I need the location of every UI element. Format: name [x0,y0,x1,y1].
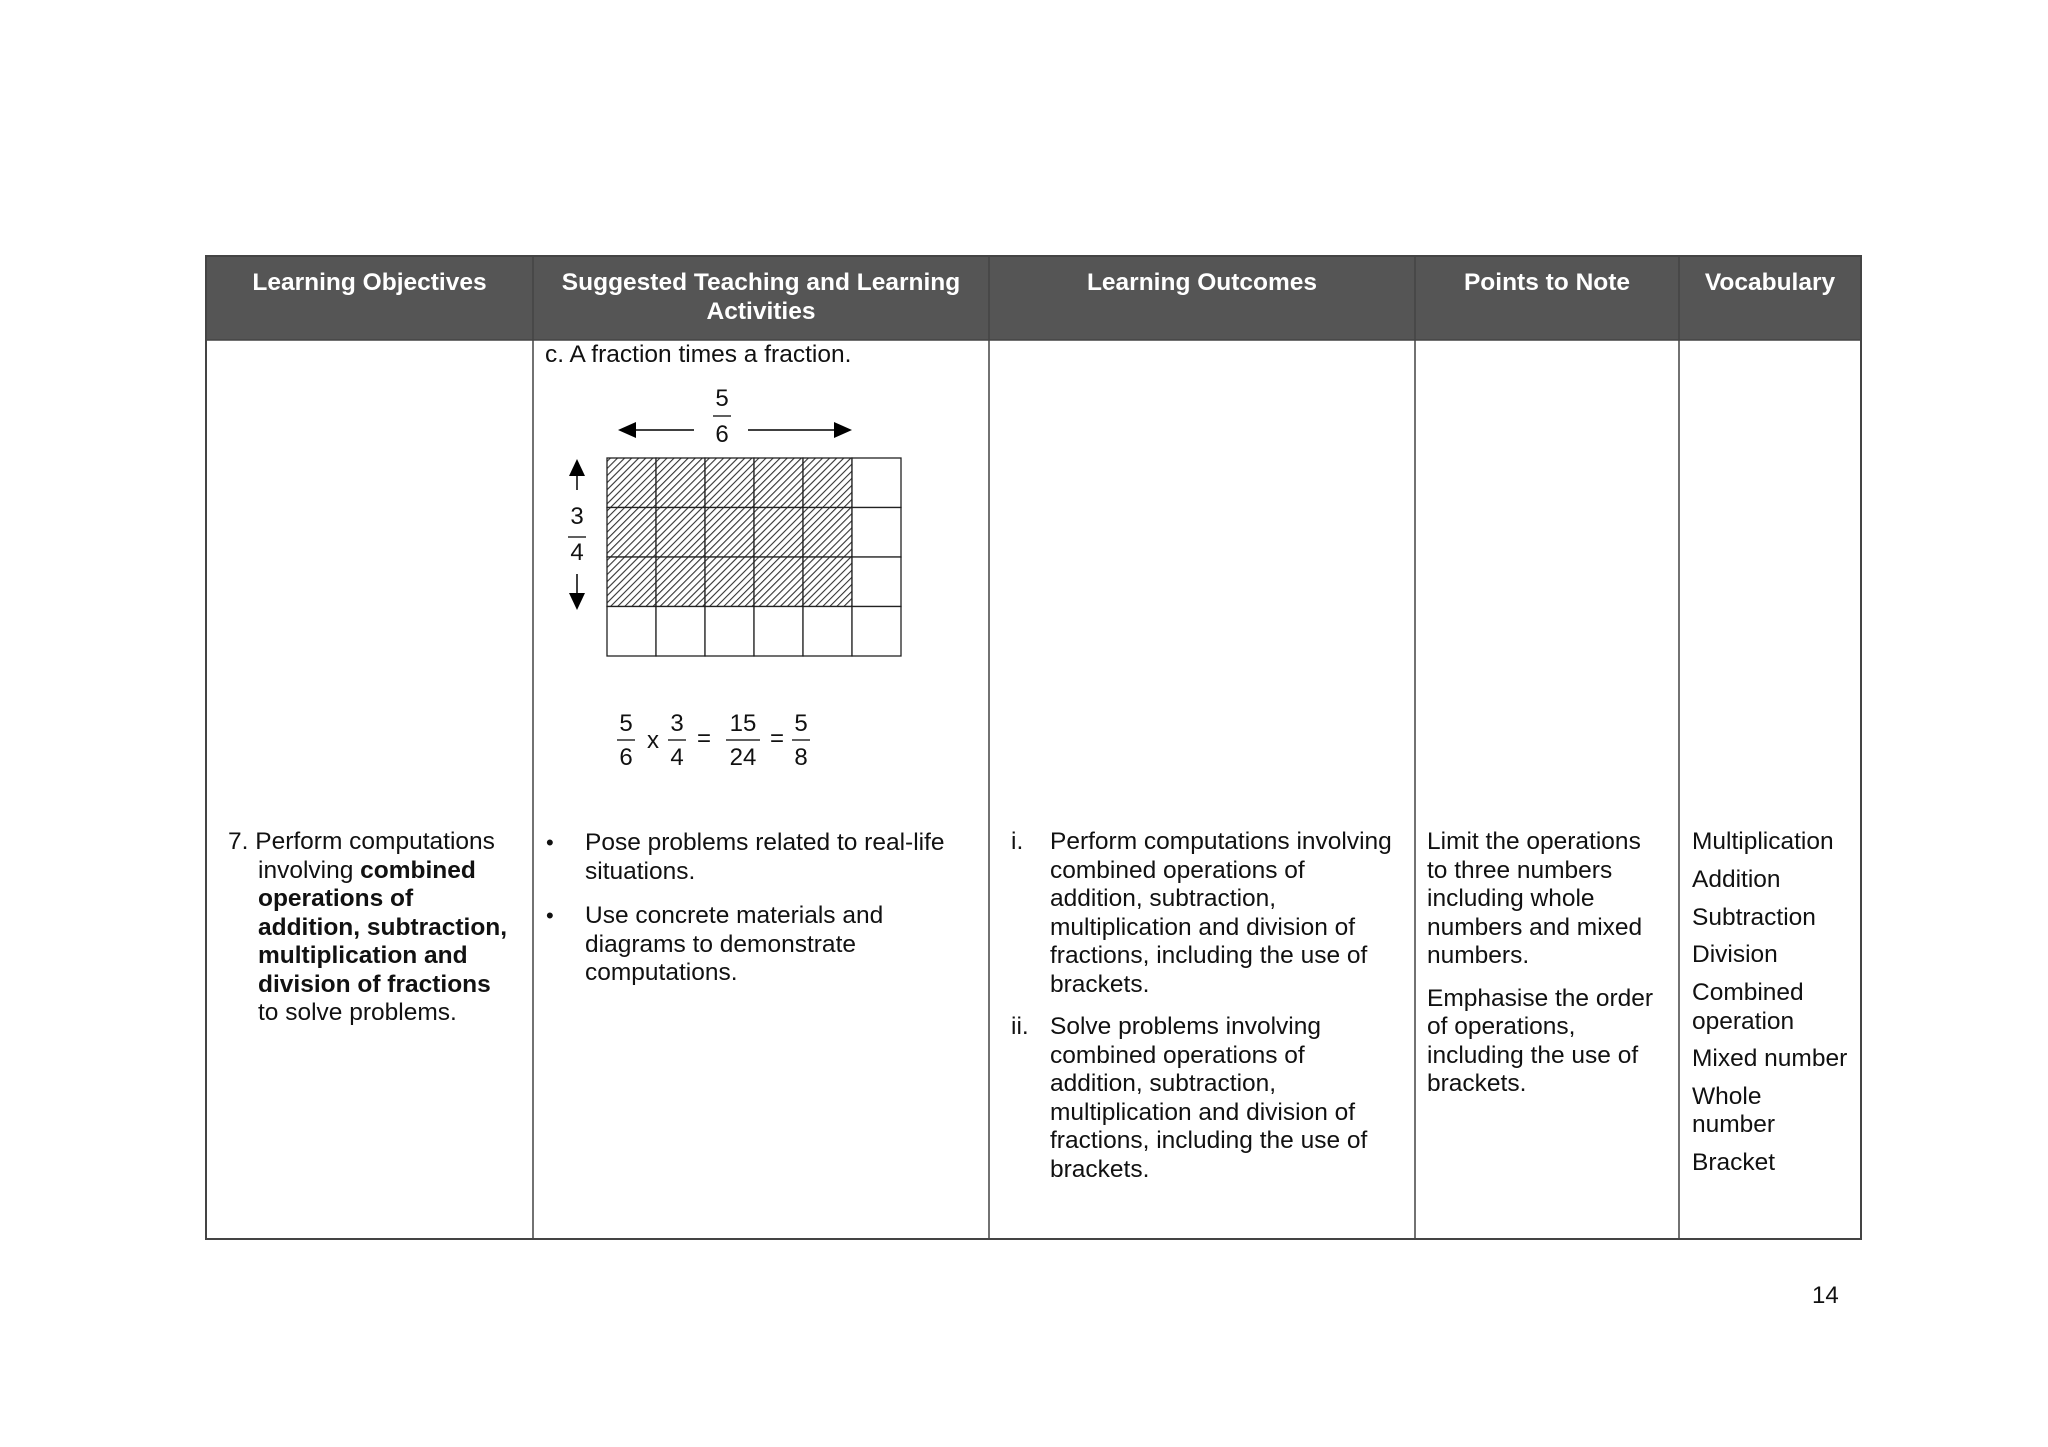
points-line: of operations, [1427,1013,1576,1040]
equation-times-sign: x [647,727,659,754]
grid-cell [607,607,656,657]
objective-line: addition, subtraction, [258,914,508,941]
header-points-to-note: Points to Note [1463,269,1631,296]
grid-cell [852,458,901,508]
equation-f2-numerator: 3 [670,710,684,737]
points-line: numbers and mixed [1427,914,1643,941]
grid-cell [705,607,754,657]
vocabulary-term: Bracket [1692,1149,1776,1176]
top-fraction-denominator: 6 [715,421,729,448]
equation-f1-numerator: 5 [619,710,633,737]
activity-line: diagrams to demonstrate [585,931,856,958]
outcome-line: multiplication and division of [1050,1099,1356,1126]
vocabulary-term: Multiplication [1692,828,1834,855]
side-fraction-numerator: 3 [570,503,584,530]
points-line: including the use of [1427,1042,1639,1069]
outcome-line: fractions, including the use of [1050,942,1368,969]
objective-line: 7. Perform computations [228,828,495,855]
outcome-line: Solve problems involving [1050,1013,1321,1040]
outcome-marker: ii. [1011,1013,1029,1040]
top-fraction-numerator: 5 [715,385,729,412]
grid-cell [852,557,901,607]
equation-f3-denominator: 24 [729,744,757,771]
objective-line: operations of [258,885,414,912]
shaded-grid-cell [754,508,803,558]
points-line: Limit the operations [1427,828,1641,855]
outcome-line: combined operations of [1050,1042,1305,1069]
vocabulary-term: Combined [1692,979,1804,1006]
activity-line: Use concrete materials and [585,902,884,929]
equation-f3-numerator: 15 [729,710,757,737]
objective-line: to solve problems. [258,999,457,1026]
grid-cell [852,607,901,657]
page-number: 14 [1812,1282,1839,1309]
outcome-line: Perform computations involving [1050,828,1392,855]
shaded-grid-cell [754,458,803,508]
points-line: brackets. [1427,1070,1527,1097]
shaded-grid-cell [705,557,754,607]
shaded-grid-cell [803,458,852,508]
header-activities-line2: Activities [706,298,816,325]
outcome-line: brackets. [1050,1156,1150,1183]
bullet-marker: • [546,830,554,855]
outcome-line: multiplication and division of [1050,914,1356,941]
vocabulary-term: number [1692,1111,1776,1138]
equation-f2-denominator: 4 [670,744,684,771]
points-line: Emphasise the order [1427,985,1654,1012]
activity-line: situations. [585,858,696,885]
shaded-grid-cell [607,557,656,607]
points-line: to three numbers [1427,857,1613,884]
vocabulary-term: Whole [1692,1083,1762,1110]
bullet-marker: • [546,903,554,928]
objective-text: involving [258,857,361,884]
points-line: numbers. [1427,942,1530,969]
grid-cell [754,607,803,657]
grid-cell [656,607,705,657]
header-vocabulary: Vocabulary [1704,269,1836,296]
shaded-grid-cell [607,508,656,558]
objective-bold-text: combined [360,857,476,884]
equation-f1-denominator: 6 [619,744,633,771]
activity-c-title: c. A fraction times a fraction. [545,341,852,368]
header-suggested-activities [533,256,989,340]
header-learning-objectives: Learning Objectives [252,269,487,296]
shaded-grid-cell [607,458,656,508]
activity-line: computations. [585,959,738,986]
side-fraction-denominator: 4 [570,539,584,566]
fraction-area-grid [607,458,901,656]
outcome-marker: i. [1011,828,1024,855]
shaded-grid-cell [705,458,754,508]
equation-equals-2: = [769,725,784,752]
vocabulary-term: operation [1692,1008,1795,1035]
shaded-grid-cell [656,508,705,558]
outcome-line: combined operations of [1050,857,1305,884]
activity-line: Pose problems related to real-life [585,829,945,856]
shaded-grid-cell [705,508,754,558]
height-arrow [568,459,586,610]
grid-cell [803,607,852,657]
header-activities-line1: Suggested Teaching and Learning [561,269,961,296]
outcome-line: addition, subtraction, [1050,1070,1277,1097]
outcome-line: brackets. [1050,971,1150,998]
equation-f4-denominator: 8 [794,744,808,771]
objective-line: multiplication and [258,942,468,969]
shaded-grid-cell [803,557,852,607]
grid-cell [852,508,901,558]
vocabulary-term: Mixed number [1692,1045,1848,1072]
vocabulary-term: Division [1692,941,1778,968]
points-line: including whole [1427,885,1595,912]
equation-equals-1: = [696,725,711,752]
shaded-grid-cell [656,458,705,508]
header-learning-outcomes: Learning Outcomes [1086,269,1318,296]
equation-f4-numerator: 5 [794,710,808,737]
table-outline [206,256,1861,1239]
vocabulary-term: Addition [1692,866,1781,893]
vocabulary-term: Subtraction [1692,904,1816,931]
shaded-grid-cell [803,508,852,558]
outcome-line: addition, subtraction, [1050,885,1277,912]
shaded-grid-cell [754,557,803,607]
outcome-line: fractions, including the use of [1050,1127,1368,1154]
objective-line: division of fractions [258,971,491,998]
shaded-grid-cell [656,557,705,607]
objective-line [258,857,476,886]
